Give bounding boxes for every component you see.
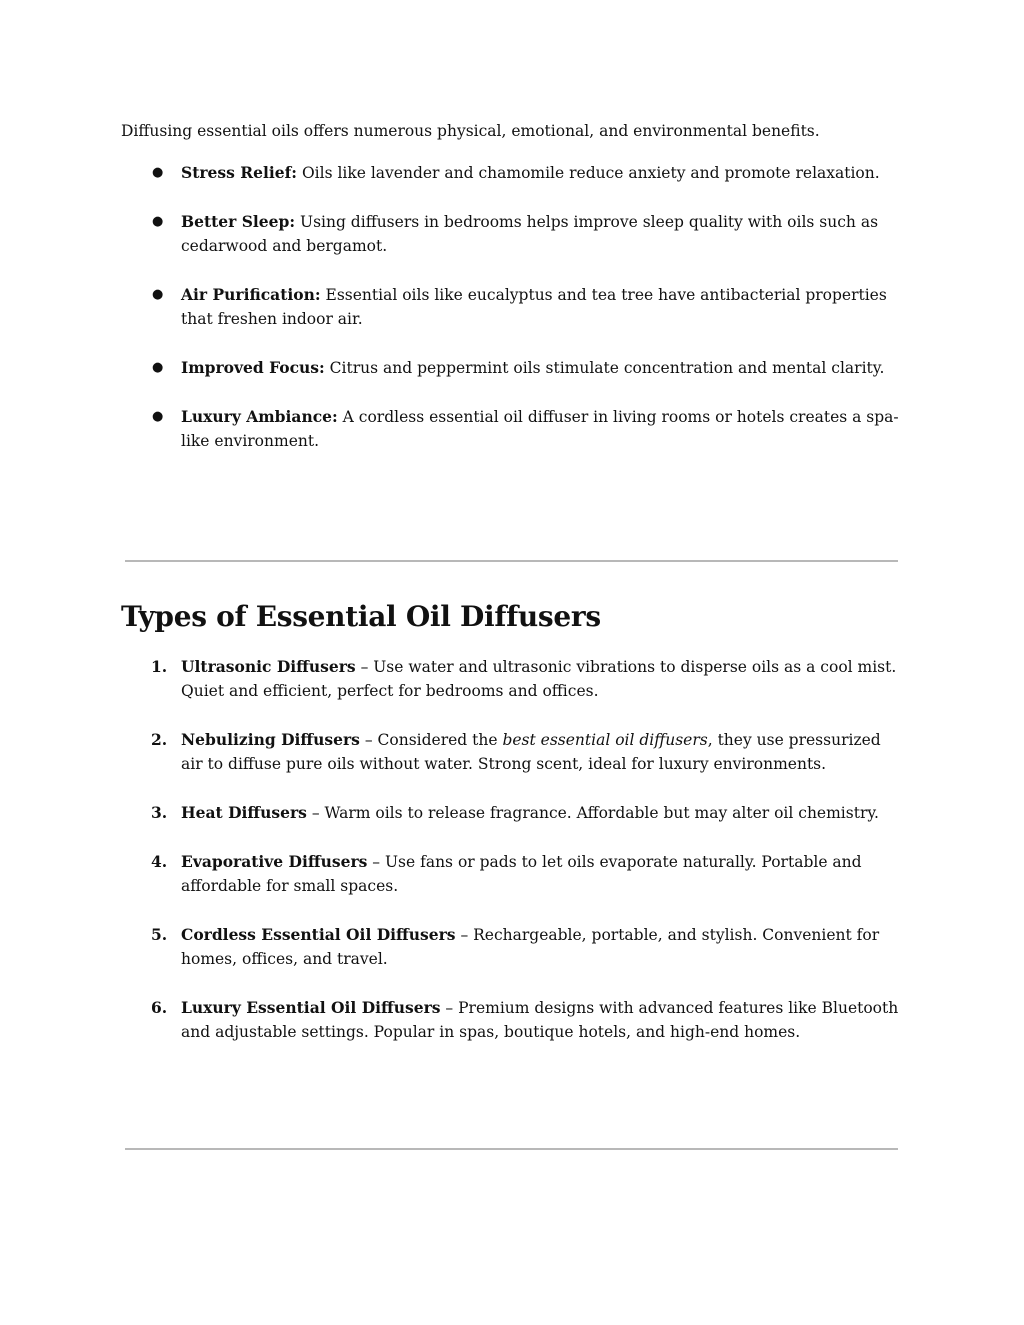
intro-paragraph: Diffusing essential oils offers numerous physical, emotional, and environmental benefits. [121, 122, 820, 140]
type-term: Evaporative Diffusers [181, 852, 368, 871]
list-item [121, 283, 901, 331]
benefit-text: Oils like lavender and chamomile reduce anxiety and promote relaxation. [297, 164, 880, 182]
list-item [121, 801, 901, 825]
type-text: – Use water and ultrasonic vibrations to disperse oils as a cool mist. Quiet and efficient, perfect for bedrooms and offices. [181, 658, 897, 700]
list-number: 3. [151, 803, 168, 822]
list-number: 2. [151, 730, 168, 749]
section-heading: Types of Essential Oil Diffusers [121, 600, 601, 633]
benefits-list [121, 161, 901, 478]
list-item [121, 356, 901, 380]
list-item [121, 923, 901, 971]
type-text: – Rechargeable, portable, and stylish. Convenient for homes, offices, and travel. [181, 926, 880, 968]
type-text: , they use pressurized air to diffuse pure oils without water. Strong scent, ideal for luxury environments. [181, 731, 881, 773]
bullet-icon: ● [152, 165, 164, 180]
type-term: Cordless Essential Oil Diffusers [181, 925, 456, 944]
list-item [121, 996, 901, 1044]
type-text: – Considered the [359, 731, 503, 749]
benefit-text: Citrus and peppermint oils stimulate concentration and mental clarity. [324, 359, 885, 377]
diffuser-types-list [121, 655, 901, 1069]
list-number: 5. [151, 925, 168, 944]
type-text: – Warm oils to release fragrance. Affordable but may alter oil chemistry. [306, 804, 879, 822]
bullet-icon: ● [152, 287, 164, 302]
type-term: Ultrasonic Diffusers [181, 657, 356, 676]
horizontal-divider [125, 1148, 898, 1150]
list-number: 1. [151, 657, 168, 676]
bullet-icon: ● [152, 360, 164, 375]
horizontal-divider [125, 560, 898, 562]
bullet-icon: ● [152, 409, 164, 424]
list-item [121, 405, 901, 453]
list-item [121, 850, 901, 898]
benefit-term: Improved Focus: [181, 358, 325, 377]
benefit-text: A cordless essential oil diffuser in living rooms or hotels creates a spa-like environment. [181, 408, 899, 450]
type-text-italic: best essential oil diffusers [502, 731, 708, 749]
list-item [121, 655, 901, 703]
list-number: 6. [151, 998, 168, 1017]
type-term: Nebulizing Diffusers [181, 730, 360, 749]
benefit-text: Essential oils like eucalyptus and tea tree have antibacterial properties that freshen indoor air. [181, 286, 887, 328]
list-number: 4. [151, 852, 168, 871]
list-item [121, 210, 901, 258]
benefit-term: Stress Relief: [181, 163, 298, 182]
benefit-text: Using diffusers in bedrooms helps improve sleep quality with oils such as cedarwood and bergamot. [181, 213, 879, 255]
list-item [121, 161, 901, 185]
list-item [121, 728, 901, 776]
bullet-icon: ● [152, 214, 164, 229]
benefit-term: Luxury Ambiance: [181, 407, 338, 426]
benefit-term: Air Purification: [181, 285, 321, 304]
type-term: Heat Diffusers [181, 803, 307, 822]
type-text: – Premium designs with advanced features like Bluetooth and adjustable settings. Popular in spas, boutique hotels, and high-end homes. [181, 999, 899, 1041]
benefit-term: Better Sleep: [181, 212, 296, 231]
type-term: Luxury Essential Oil Diffusers [181, 998, 441, 1017]
type-text: – Use fans or pads to let oils evaporate naturally. Portable and affordable for small spaces. [181, 853, 862, 895]
